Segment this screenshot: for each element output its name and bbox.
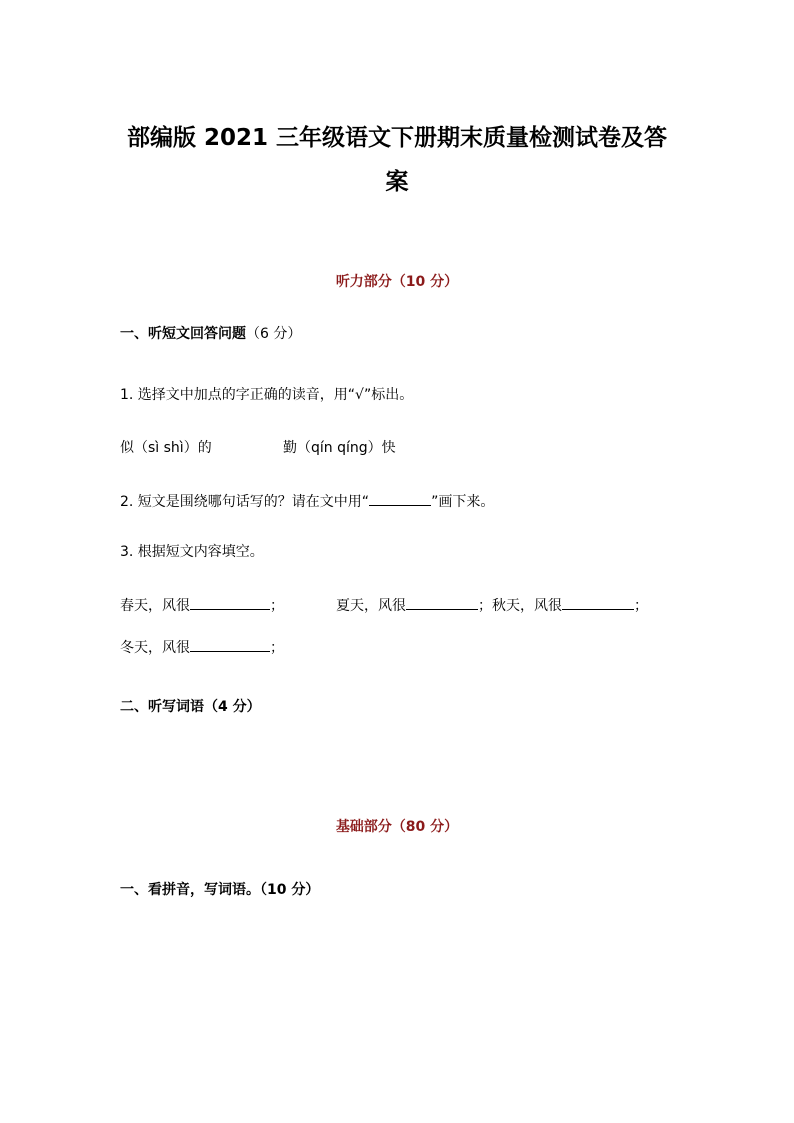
- fill-autumn-end: ；: [634, 598, 648, 614]
- item-2-text-before: 2. 短文是围绕哪句话写的？请在文中用“: [120, 494, 370, 510]
- fill-winter-label: 冬天，风很: [120, 640, 190, 656]
- fill-summer-label: 夏天，风很: [336, 598, 406, 614]
- listening-question-2-heading: 二、听写词语（4 分）: [120, 699, 261, 715]
- fill-spring-end: ；: [270, 598, 284, 614]
- document-title-line-1: 部编版 2021 三年级语文下册期末质量检测试卷及答: [126, 125, 668, 151]
- question-1-item-1: 1. 选择文中加点的字正确的读音，用“√”标出。: [120, 387, 414, 403]
- fill-spring-label: 春天，风很: [120, 598, 190, 614]
- listening-question-1-title: 一、听短文回答问题: [120, 326, 246, 342]
- basics-section-title: 基础部分（80 分）: [335, 819, 459, 835]
- question-1-item-3: 3. 根据短文内容填空。: [120, 544, 264, 560]
- fill-winter-blank[interactable]: [190, 639, 270, 652]
- listening-question-1-points: （6 分）: [246, 326, 302, 342]
- fill-spring-blank[interactable]: [190, 597, 270, 610]
- question-1-item-2: [120, 493, 494, 509]
- fill-summer-end: ；秋天，风很: [478, 598, 562, 614]
- fill-summer-blank[interactable]: [406, 597, 478, 610]
- listening-question-1-heading: [120, 327, 301, 341]
- listening-section-title: 听力部分（10 分）: [335, 274, 459, 290]
- fill-winter-row: [120, 639, 284, 655]
- fill-winter-end: ；: [270, 640, 284, 656]
- fill-summer-autumn-row: [336, 597, 648, 613]
- pinyin-choice-b: 勤（qín qíng）快: [283, 440, 396, 456]
- item-2-underline-blank[interactable]: [369, 493, 431, 506]
- basics-question-1-heading: 一、看拼音，写词语。（10 分）: [120, 882, 320, 898]
- pinyin-choice-a: 似（sì shì）的: [120, 440, 212, 456]
- fill-autumn-blank[interactable]: [562, 597, 634, 610]
- item-2-text-after: ”画下来。: [431, 494, 495, 510]
- fill-spring-row: [120, 597, 284, 613]
- document-title-line-2: 案: [385, 169, 409, 195]
